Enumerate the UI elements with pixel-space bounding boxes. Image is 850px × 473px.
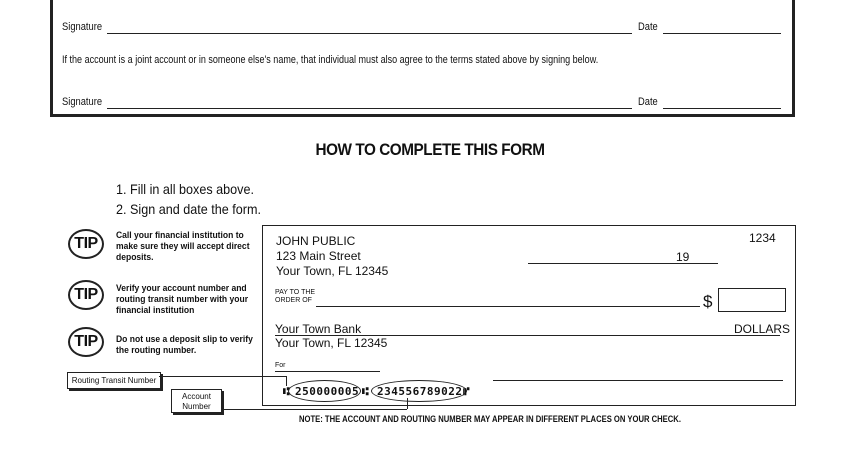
pay-to-line1: PAY TO THE (275, 289, 316, 296)
check-date-line (528, 263, 718, 264)
memo-label: For (275, 362, 286, 369)
account-number: 234556789022 (377, 385, 463, 398)
memo-line (275, 371, 380, 372)
tip-badge-3: TIP (68, 327, 104, 357)
date-label-2: Date (638, 96, 658, 108)
check-date-year: 19 (676, 250, 690, 264)
account-label-line1: Account (182, 392, 211, 401)
pay-to-line2: ORDER OF (275, 297, 312, 304)
bank-name: Your Town Bank (275, 322, 362, 336)
dollar-sign: $ (703, 292, 713, 311)
signature-line[interactable] (107, 33, 632, 34)
check-number: 1234 (749, 231, 776, 245)
amount-box (718, 288, 786, 312)
tip-badge-2: TIP (68, 280, 104, 310)
check-address-1: 123 Main Street (276, 249, 361, 263)
tip-text-3: Do not use a deposit slip to verify the routing number. (116, 334, 253, 355)
page-title: HOW TO COMPLETE THIS FORM (315, 140, 545, 159)
date-line[interactable] (663, 33, 781, 34)
check-address-2: Your Town, FL 12345 (276, 264, 389, 278)
account-connector-line (224, 409, 407, 410)
tip-text-1: Call your financial institution to make sure they will accept direct deposits. (116, 230, 250, 262)
tip-badge-1: TIP (68, 229, 104, 259)
date-line-2[interactable] (663, 108, 781, 109)
step-2: 2. Sign and date the form. (116, 201, 261, 217)
account-label-line2: Number (182, 402, 211, 411)
check-note: NOTE: THE ACCOUNT AND ROUTING NUMBER MAY APPEAR IN DIFFERENT PLACES ON YOUR CHECK. (299, 414, 681, 424)
signature-line-2[interactable] (107, 108, 632, 109)
check-signature-line (493, 380, 783, 381)
joint-account-text: If the account is a joint account or in someone else's name, that individual must also agree to the terms stated above by signing below. (62, 54, 599, 66)
payee-line (316, 306, 700, 307)
signature-label-2: Signature (62, 96, 103, 108)
micr-prefix: ⑆ (283, 385, 291, 398)
micr-suffix: ⑈ (463, 385, 471, 398)
bank-address: Your Town, FL 12345 (275, 336, 388, 350)
routing-number-label: Routing Transit Number (67, 372, 161, 389)
dollars-label: DOLLARS (734, 322, 791, 336)
routing-number: 250000005 (295, 385, 360, 398)
signature-label: Signature (62, 21, 103, 33)
step-1: 1. Fill in all boxes above. (116, 181, 254, 197)
check-name: JOHN PUBLIC (276, 234, 356, 248)
account-number-label (171, 389, 222, 413)
micr-mid: ⑆ (362, 385, 370, 398)
date-label: Date (638, 21, 658, 33)
tip-text-2: Verify your account number and routing transit number with your financial institution (116, 283, 249, 315)
